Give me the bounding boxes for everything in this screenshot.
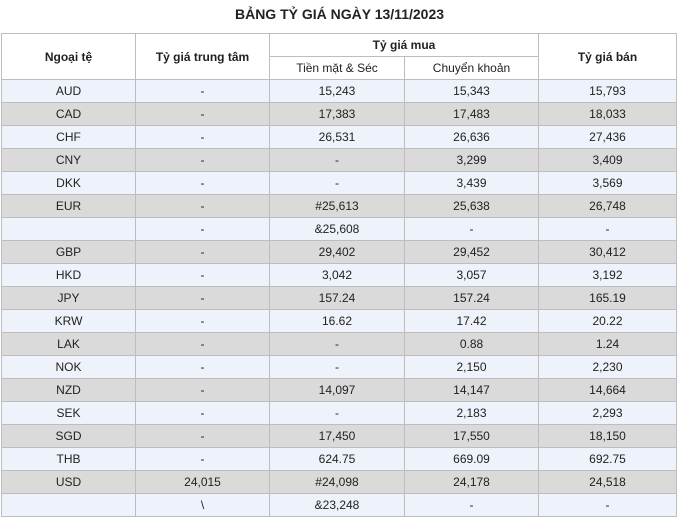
cell-central-rate: - bbox=[136, 402, 270, 425]
cell-currency: SGD bbox=[2, 425, 136, 448]
cell-central-rate: - bbox=[136, 126, 270, 149]
table-row bbox=[2, 103, 677, 126]
cell-currency bbox=[2, 494, 136, 517]
table-row bbox=[2, 80, 677, 103]
cell-central-rate: - bbox=[136, 241, 270, 264]
cell-cash-rate: - bbox=[270, 333, 405, 356]
cell-transfer-rate: - bbox=[405, 494, 539, 517]
cell-transfer-rate: 2,150 bbox=[405, 356, 539, 379]
table-row bbox=[2, 379, 677, 402]
cell-cash-rate: - bbox=[270, 356, 405, 379]
cell-cash-rate: - bbox=[270, 172, 405, 195]
cell-sell-rate: 165.19 bbox=[539, 287, 677, 310]
cell-cash-rate: 17,383 bbox=[270, 103, 405, 126]
cell-transfer-rate: 24,178 bbox=[405, 471, 539, 494]
cell-transfer-rate: 14,147 bbox=[405, 379, 539, 402]
cell-central-rate: - bbox=[136, 195, 270, 218]
cell-central-rate: - bbox=[136, 218, 270, 241]
cell-transfer-rate: 25,638 bbox=[405, 195, 539, 218]
table-row bbox=[2, 310, 677, 333]
cell-cash-rate: #25,613 bbox=[270, 195, 405, 218]
cell-central-rate: - bbox=[136, 264, 270, 287]
table-row bbox=[2, 126, 677, 149]
cell-central-rate: - bbox=[136, 149, 270, 172]
table-row bbox=[2, 195, 677, 218]
header-transfer: Chuyển khoản bbox=[405, 57, 539, 80]
table-row bbox=[2, 241, 677, 264]
header-buy-rate: Tỷ giá mua bbox=[270, 34, 539, 57]
cell-sell-rate: 3,409 bbox=[539, 149, 677, 172]
header-row-top bbox=[2, 34, 677, 57]
cell-cash-rate: #24,098 bbox=[270, 471, 405, 494]
cell-central-rate: - bbox=[136, 448, 270, 471]
exchange-rate-table bbox=[1, 33, 677, 517]
table-row bbox=[2, 356, 677, 379]
cell-central-rate: - bbox=[136, 310, 270, 333]
header-currency: Ngoại tệ bbox=[2, 34, 136, 80]
header-cash-cheque: Tiền mặt & Séc bbox=[270, 57, 405, 80]
table-row bbox=[2, 425, 677, 448]
table-row bbox=[2, 218, 677, 241]
table-body bbox=[2, 80, 677, 517]
table-row bbox=[2, 172, 677, 195]
table-row bbox=[2, 149, 677, 172]
cell-sell-rate: 3,569 bbox=[539, 172, 677, 195]
cell-cash-rate: 157.24 bbox=[270, 287, 405, 310]
cell-cash-rate: - bbox=[270, 402, 405, 425]
cell-currency: SEK bbox=[2, 402, 136, 425]
cell-sell-rate: 3,192 bbox=[539, 264, 677, 287]
cell-cash-rate: &25,608 bbox=[270, 218, 405, 241]
cell-currency: AUD bbox=[2, 80, 136, 103]
cell-transfer-rate: 157.24 bbox=[405, 287, 539, 310]
cell-currency: JPY bbox=[2, 287, 136, 310]
cell-central-rate: - bbox=[136, 80, 270, 103]
header-sell-rate: Tỷ giá bán bbox=[539, 34, 677, 80]
cell-currency: CHF bbox=[2, 126, 136, 149]
cell-currency bbox=[2, 218, 136, 241]
cell-sell-rate: 24,518 bbox=[539, 471, 677, 494]
cell-central-rate: - bbox=[136, 333, 270, 356]
cell-central-rate: - bbox=[136, 103, 270, 126]
cell-central-rate: 24,015 bbox=[136, 471, 270, 494]
cell-sell-rate: 26,748 bbox=[539, 195, 677, 218]
cell-currency: THB bbox=[2, 448, 136, 471]
table-row bbox=[2, 333, 677, 356]
cell-cash-rate: 15,243 bbox=[270, 80, 405, 103]
cell-sell-rate: - bbox=[539, 494, 677, 517]
cell-transfer-rate: 669.09 bbox=[405, 448, 539, 471]
cell-currency: LAK bbox=[2, 333, 136, 356]
cell-currency: NZD bbox=[2, 379, 136, 402]
table-row bbox=[2, 448, 677, 471]
cell-currency: KRW bbox=[2, 310, 136, 333]
table-row bbox=[2, 494, 677, 517]
table-row bbox=[2, 264, 677, 287]
cell-cash-rate: - bbox=[270, 149, 405, 172]
cell-transfer-rate: 17.42 bbox=[405, 310, 539, 333]
cell-transfer-rate: 15,343 bbox=[405, 80, 539, 103]
cell-cash-rate: 29,402 bbox=[270, 241, 405, 264]
cell-currency: CAD bbox=[2, 103, 136, 126]
cell-cash-rate: 26,531 bbox=[270, 126, 405, 149]
table-row bbox=[2, 402, 677, 425]
cell-transfer-rate: 3,299 bbox=[405, 149, 539, 172]
cell-transfer-rate: 17,483 bbox=[405, 103, 539, 126]
cell-sell-rate: 18,033 bbox=[539, 103, 677, 126]
cell-cash-rate: 624.75 bbox=[270, 448, 405, 471]
cell-currency: GBP bbox=[2, 241, 136, 264]
cell-currency: USD bbox=[2, 471, 136, 494]
cell-transfer-rate: - bbox=[405, 218, 539, 241]
cell-cash-rate: 3,042 bbox=[270, 264, 405, 287]
cell-currency: NOK bbox=[2, 356, 136, 379]
table-header bbox=[2, 34, 677, 80]
page-title: BẢNG TỶ GIÁ NGÀY 13/11/2023 bbox=[234, 6, 445, 22]
cell-transfer-rate: 29,452 bbox=[405, 241, 539, 264]
cell-transfer-rate: 3,057 bbox=[405, 264, 539, 287]
cell-sell-rate: 1.24 bbox=[539, 333, 677, 356]
cell-transfer-rate: 2,183 bbox=[405, 402, 539, 425]
cell-transfer-rate: 0.88 bbox=[405, 333, 539, 356]
cell-sell-rate: 2,230 bbox=[539, 356, 677, 379]
cell-sell-rate: - bbox=[539, 218, 677, 241]
cell-sell-rate: 30,412 bbox=[539, 241, 677, 264]
cell-cash-rate: &23,248 bbox=[270, 494, 405, 517]
cell-central-rate: \ bbox=[136, 494, 270, 517]
cell-transfer-rate: 3,439 bbox=[405, 172, 539, 195]
cell-transfer-rate: 26,636 bbox=[405, 126, 539, 149]
cell-transfer-rate: 17,550 bbox=[405, 425, 539, 448]
cell-central-rate: - bbox=[136, 379, 270, 402]
cell-sell-rate: 15,793 bbox=[539, 80, 677, 103]
cell-central-rate: - bbox=[136, 425, 270, 448]
cell-cash-rate: 14,097 bbox=[270, 379, 405, 402]
table-row bbox=[2, 471, 677, 494]
cell-currency: HKD bbox=[2, 264, 136, 287]
cell-sell-rate: 2,293 bbox=[539, 402, 677, 425]
table-row bbox=[2, 287, 677, 310]
cell-central-rate: - bbox=[136, 172, 270, 195]
cell-sell-rate: 14,664 bbox=[539, 379, 677, 402]
cell-sell-rate: 692.75 bbox=[539, 448, 677, 471]
cell-cash-rate: 17,450 bbox=[270, 425, 405, 448]
cell-sell-rate: 27,436 bbox=[539, 126, 677, 149]
cell-currency: DKK bbox=[2, 172, 136, 195]
cell-currency: EUR bbox=[2, 195, 136, 218]
cell-currency: CNY bbox=[2, 149, 136, 172]
cell-central-rate: - bbox=[136, 356, 270, 379]
cell-central-rate: - bbox=[136, 287, 270, 310]
cell-sell-rate: 20.22 bbox=[539, 310, 677, 333]
header-central-rate: Tỷ giá trung tâm bbox=[136, 34, 270, 80]
cell-sell-rate: 18,150 bbox=[539, 425, 677, 448]
cell-cash-rate: 16.62 bbox=[270, 310, 405, 333]
